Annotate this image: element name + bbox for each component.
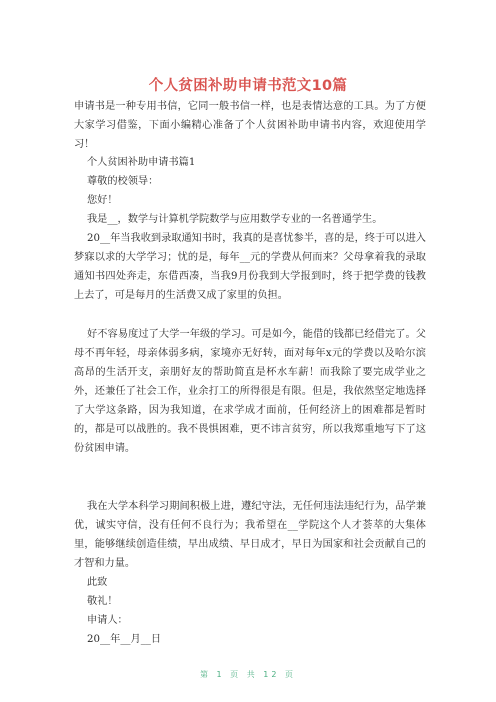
body-paragraph-3: 我在大学本科学习期间积极上进，遵纪守法，无任何违法违纪行为，品学兼优，诚实守信，没有任何不良行为；我希望在__学院这个人才荟萃的大集体里，能够继续创造佳绩，早出成绩、早日成才，早日为国家和社会贡献自己的才智和力量。 — [74, 501, 426, 569]
intro-paragraph: 申请书是一种专用书信，它同一般书信一样，也是表情达意的工具。为了方便大家学习借鉴，下面小编精心准备了个人贫困补助申请书内容，欢迎使用学习！ — [74, 101, 426, 150]
date-line: 20__年__月__日 — [87, 634, 162, 645]
salutation: 尊敬的校领导： — [87, 176, 159, 187]
closing-line-1: 此致 — [87, 577, 108, 588]
signature-label: 申请人： — [87, 615, 128, 626]
body-paragraph-2: 好不容易度过了大学一年级的学习。可是如今，能借的钱都已经借完了。父母不再年轻，母亲体弱多病，家境亦无好转，面对每年x元的学费以及哈尔滨高昂的生活开支，亲朋好友的帮助简直是杯水车薪！而我除了要完成学业之外，还兼任了社会工作，业余打工的所得很是有限。但是，我依然坚定地选择了大学这条路，因为我知道，在求学成才面前，任何经济上的困难都是暂时的，都是可以战胜的。我不畏惧困难，更不讳言贫穷，所以我郑重地写下了这份贫困申请。 — [74, 329, 426, 454]
page-number-footer: 第 1 页 共 12 页 — [200, 670, 296, 679]
self-intro: 我是__，数学与计算机学院数学与应用数学专业的一名普通学生。 — [87, 214, 383, 225]
closing-line-2: 敬礼！ — [87, 596, 118, 607]
document-title: 个人贫困补助申请书范文10篇 — [148, 78, 348, 94]
body-paragraph-1: 20__年当我收到录取通知书时，我真的是喜忧参半，喜的是，终于可以进入梦寐以求的大学学习；忧的是，每年__元的学费从何而来？父母拿着我的录取通知书四处奔走，东借西凑，当我9月份我到大学报到时，终于把学费的钱教上去了，可是每月的生活费又成了家里的负担。 — [74, 233, 426, 301]
section-heading: 个人贫困补助申请书篇1 — [87, 157, 196, 168]
greeting: 您好！ — [87, 195, 118, 206]
